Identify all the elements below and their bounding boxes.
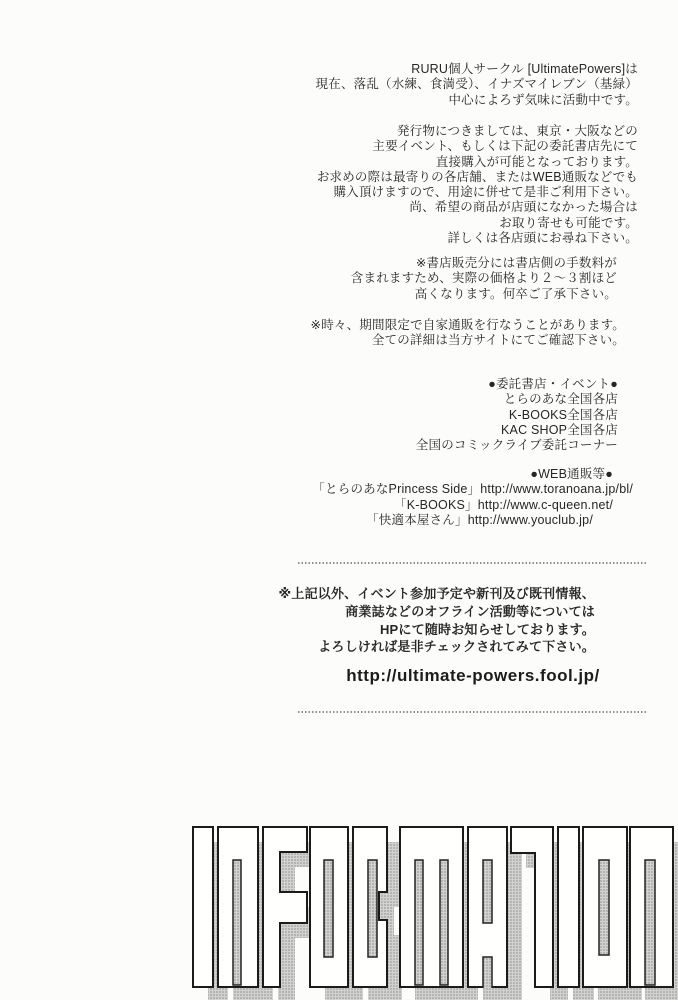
list-item: 「K-BOOKS」http://www.c-queen.net/ — [394, 497, 613, 512]
text-line: お求めの際は最寄りの各店舗、またはWEB通販などでも — [316, 169, 638, 184]
text-line: 直接購入が可能となっております。 — [435, 154, 638, 169]
consignment-list — [416, 377, 618, 453]
text-line: 詳しくは各店頭にお尋ね下さい。 — [447, 231, 638, 246]
text-line: HPにて随時お知らせしております。 — [379, 621, 595, 637]
text-line: 高くなります。何卒ご了承下さい。 — [414, 286, 617, 301]
text-line: ※書店販売分には書店側の手数料が — [415, 256, 617, 270]
self-mailorder-note — [311, 318, 625, 349]
text-line: よろしければ是非チェックされてみて下さい。 — [318, 639, 595, 655]
list-item: 「快適本屋さん」http://www.youclub.jp/ — [366, 512, 593, 527]
list-item: KAC SHOP全国各店 — [501, 422, 618, 437]
webshop-list — [312, 467, 633, 528]
text-line: RURU個人サークル [UltimatePowers]は — [411, 62, 638, 76]
list-item: 「とらのあなPrincess Side」http://www.toranoana.jp/bl/ — [312, 482, 633, 497]
list-item: K-BOOKS全国各店 — [508, 407, 618, 422]
text-line: 購入頂けますので、用途に併せて是非ご利用下さい。 — [333, 185, 638, 200]
text-line: お取り寄せも可能です。 — [499, 215, 638, 230]
list-item: とらのあな全国各店 — [503, 392, 618, 407]
text-line: ※時々、期間限定で自家通販を行なうことがあります。 — [310, 318, 625, 332]
consignment-heading: ●委託書店・イベント● — [488, 377, 618, 391]
site-url: http://ultimate-powers.fool.jp/ — [346, 666, 600, 685]
text-line: 商業誌などのオフライン活動等については — [345, 603, 595, 619]
information-banner — [0, 820, 678, 1000]
bookstore-fee-note — [351, 256, 617, 302]
text-line: 全ての詳細は当方サイトにてご確認下さい。 — [371, 333, 625, 348]
text-line: 中心によろず気味に活動中です。 — [448, 92, 638, 107]
list-item: 全国のコミックライブ委託コーナー — [415, 438, 618, 453]
text-line: 尚、希望の商品が店頭になかった場合は — [409, 200, 638, 215]
information-banner-art — [0, 820, 678, 1000]
dotted-divider-top — [298, 562, 648, 564]
text-line: ※上記以外、イベント参加予定や新刊及び既刊情報、 — [278, 586, 595, 601]
circle-intro — [316, 62, 638, 108]
webshop-heading: ●WEB通販等● — [530, 467, 613, 481]
purchase-info — [317, 124, 638, 246]
text-line: 発行物につきましては、東京・大阪などの — [396, 124, 638, 138]
text-line: 主要イベント、もしくは下記の委託書店先にて — [372, 139, 638, 154]
hp-update-note — [279, 585, 595, 656]
text-line: 現在、落乱（水練、食満受）、イナズマイレブン（基緑） — [315, 77, 638, 92]
dotted-divider-bottom — [298, 711, 648, 713]
text-line: 含まれますため、実際の価格より２～３割ほど — [350, 271, 617, 286]
